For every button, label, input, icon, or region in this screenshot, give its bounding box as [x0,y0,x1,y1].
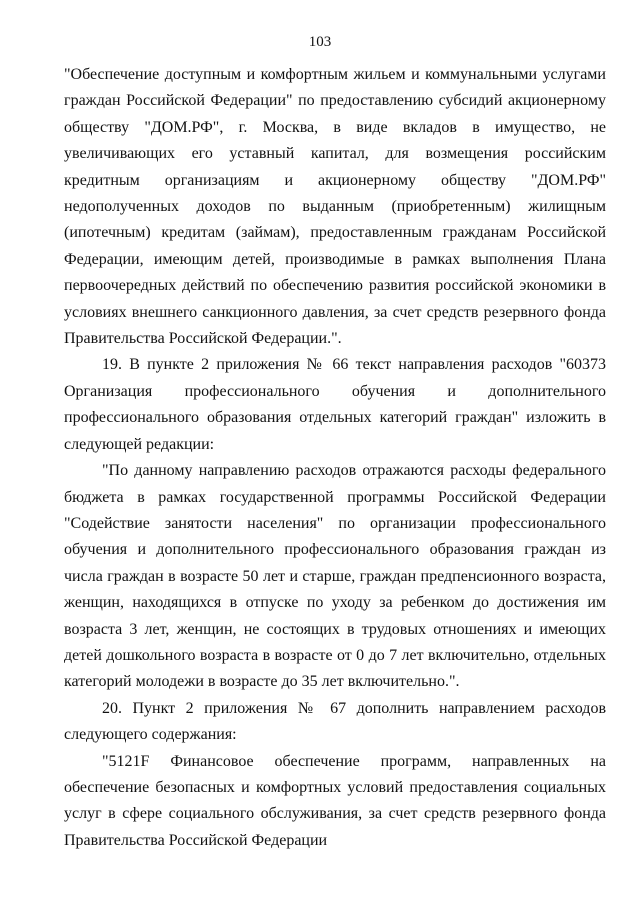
paragraph-item-19: 19. В пункте 2 приложения № 66 текст направления расходов "60373 Организация профессионального обучения и дополнительного профессионального образования отдельных категорий граждан" изложить в следующей редакции: [64,356,606,453]
paragraph-item-19-new-text: "По данному направлению расходов отражаются расходы федерального бюджета в рамках государственной программы Российской Федерации "Содействие занятости населения" по организации профессионального обучения и дополнительного профессионального образования граждан из числа граждан в возрасте 50 лет и старше, граждан предпенсионного возраста, женщин, находящихся в отпуске по уходу за ребенком до достижения им возраста 3 лет, женщин, не состоящих в трудовых отношениях и имеющих детей дошкольного возраста в возрасте от 0 до 7 лет включительно, отдельных категорий молодежи в возрасте до 35 лет включительно.". [64,462,606,691]
paragraph-item-20: 20. Пункт 2 приложения № 67 дополнить направлением расходов следующего содержания: [64,699,606,744]
paragraph-continuation: "Обеспечение доступным и комфортным жильем и коммунальными услугами граждан Российской Федерации" по предоставлению субсидий акционерному обществу "ДОМ.РФ", г. Москва, в виде вкладов в имущество, не увеличивающих его уставный капитал, для возмещения российским кредитным организациям и акционерному обществу "ДОМ.РФ" недополученных доходов по выданным (приобретенным) жилищным (ипотечным) кредитам (займам), предоставленным гражданам Российской Федерации, имеющим детей, производимые в рамках выполнения Плана первоочередных действий по обеспечению развития российской экономики в условиях внешнего санкционного давления, за счет средств резервного фонда Правительства Российской Федерации.". [64,66,606,348]
document-body [64,62,606,854]
paragraph-item-20-new-text: "5121F Финансовое обеспечение программ, направленных на обеспечение безопасных и комфортных условий предоставления социальных услуг в сфере социального обслуживания, за счет средств резервного фонда Правительства Российской Федерации [64,752,606,849]
page-number: 103 [308,34,332,50]
